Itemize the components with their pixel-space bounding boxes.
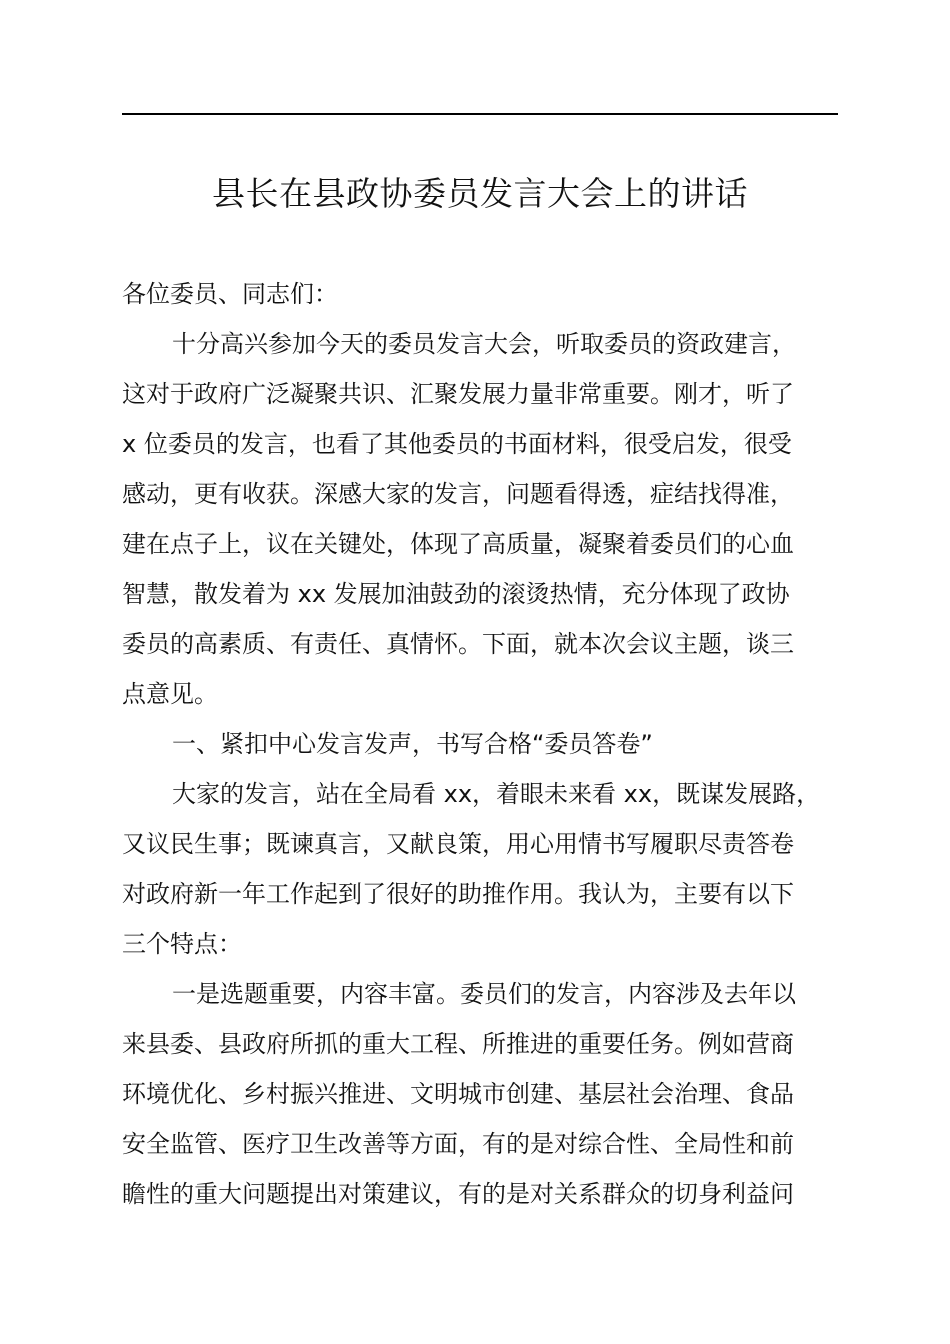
paragraph-line: 环境优化、乡村振兴推进、文明城市创建、基层社会治理、食品 [122, 1080, 794, 1108]
document-title: 县长在县政协委员发言大会上的讲话 [212, 174, 748, 213]
section-heading: 一、紧扣中心发言发声，书写合格“委员答卷” [172, 730, 653, 758]
paragraph-line: 点意见。 [122, 680, 218, 708]
paragraph-line: x 位委员的发言，也看了其他委员的书面材料，很受启发，很受 [122, 430, 792, 458]
paragraph-line: 委员的高素质、有责任、真情怀。下面，就本次会议主题，谈三 [122, 630, 794, 658]
paragraph-line: 建在点子上，议在关键处，体现了高质量，凝聚着委员们的心血 [122, 530, 794, 558]
paragraph-line: 感动，更有收获。深感大家的发言，问题看得透，症结找得准， [122, 480, 794, 508]
salutation: 各位委员、同志们： [122, 280, 338, 308]
paragraph-line: 一是选题重要，内容丰富。委员们的发言，内容涉及去年以 [172, 980, 796, 1008]
paragraph-line: 对政府新一年工作起到了很好的助推作用。我认为，主要有以下 [122, 880, 794, 908]
paragraph-line: 智慧，散发着为 xx 发展加油鼓劲的滚烫热情，充分体现了政协 [122, 580, 790, 608]
paragraph-line: 大家的发言，站在全局看 xx，着眼未来看 xx，既谋发展路， [172, 780, 821, 808]
header-rule [122, 113, 838, 115]
paragraph-line: 来县委、县政府所抓的重大工程、所推进的重要任务。例如营商 [122, 1030, 794, 1058]
paragraph-line: 十分高兴参加今天的委员发言大会，听取委员的资政建言， [172, 330, 796, 358]
paragraph-line: 三个特点： [122, 930, 242, 958]
paragraph-line: 又议民生事；既谏真言，又献良策，用心用情书写履职尽责答卷 [122, 830, 794, 858]
document-body [122, 269, 838, 1219]
paragraph-line: 瞻性的重大问题提出对策建议，有的是对关系群众的切身利益问 [122, 1180, 794, 1208]
paragraph-line: 这对于政府广泛凝聚共识、汇聚发展力量非常重要。刚才，听了 [122, 380, 794, 408]
paragraph-line: 安全监管、医疗卫生改善等方面，有的是对综合性、全局性和前 [122, 1130, 794, 1158]
